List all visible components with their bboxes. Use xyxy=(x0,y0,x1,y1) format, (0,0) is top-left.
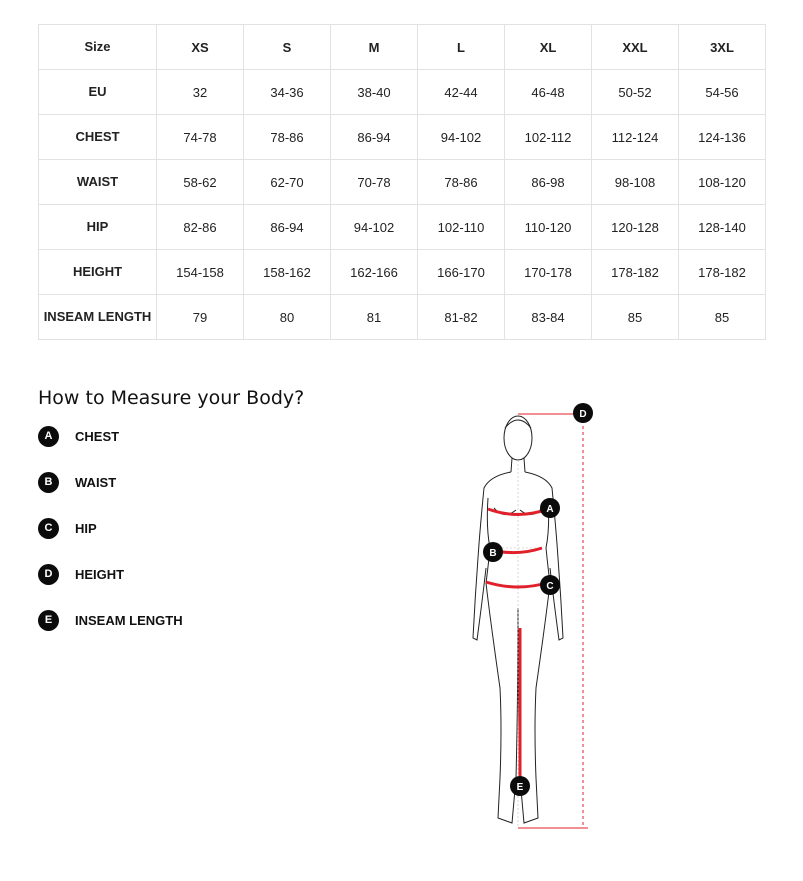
svg-text:E: E xyxy=(516,782,524,793)
marker-b xyxy=(483,542,503,562)
table-row xyxy=(39,295,766,340)
size-column-header: M xyxy=(331,25,418,70)
table-cell: 58-62 xyxy=(157,160,244,205)
size-header-cell: Size xyxy=(39,25,157,70)
table-cell: 86-94 xyxy=(331,115,418,160)
table-row xyxy=(39,115,766,160)
table-cell: 38-40 xyxy=(331,70,418,115)
table-cell: 98-108 xyxy=(592,160,679,205)
row-label: EU xyxy=(39,70,157,115)
table-cell: 110-120 xyxy=(505,205,592,250)
table-cell: 46-48 xyxy=(505,70,592,115)
table-cell: 62-70 xyxy=(244,160,331,205)
svg-text:A: A xyxy=(546,504,554,515)
table-cell: 83-84 xyxy=(505,295,592,340)
table-cell: 128-140 xyxy=(679,205,766,250)
table-cell: 178-182 xyxy=(592,250,679,295)
table-row xyxy=(39,70,766,115)
table-cell: 82-86 xyxy=(157,205,244,250)
table-row xyxy=(39,250,766,295)
table-cell: 32 xyxy=(157,70,244,115)
row-label: HEIGHT xyxy=(39,250,157,295)
svg-text:D: D xyxy=(579,409,587,420)
table-cell: 34-36 xyxy=(244,70,331,115)
table-cell: 158-162 xyxy=(244,250,331,295)
size-column-header: L xyxy=(418,25,505,70)
marker-e xyxy=(510,776,530,796)
table-cell: 79 xyxy=(157,295,244,340)
table-cell: 166-170 xyxy=(418,250,505,295)
table-cell: 94-102 xyxy=(331,205,418,250)
size-column-header: 3XL xyxy=(679,25,766,70)
table-cell: 78-86 xyxy=(244,115,331,160)
table-cell: 170-178 xyxy=(505,250,592,295)
table-cell: 154-158 xyxy=(157,250,244,295)
table-cell: 102-110 xyxy=(418,205,505,250)
badge-b: B xyxy=(38,472,59,493)
table-cell: 80 xyxy=(244,295,331,340)
table-cell: 50-52 xyxy=(592,70,679,115)
table-cell: 78-86 xyxy=(418,160,505,205)
legend-item-waist xyxy=(38,471,183,493)
badge-d: D xyxy=(38,564,59,585)
legend-label: HIP xyxy=(75,520,97,536)
row-label: HIP xyxy=(39,205,157,250)
badge-a: A xyxy=(38,426,59,447)
table-cell: 94-102 xyxy=(418,115,505,160)
table-cell: 54-56 xyxy=(679,70,766,115)
badge-e: E xyxy=(38,610,59,631)
row-label: CHEST xyxy=(39,115,157,160)
size-column-header: XS xyxy=(157,25,244,70)
measure-legend xyxy=(38,425,183,655)
table-cell: 81-82 xyxy=(418,295,505,340)
table-cell: 124-136 xyxy=(679,115,766,160)
svg-text:B: B xyxy=(489,548,497,559)
body-measurement-figure xyxy=(460,398,610,838)
size-column-header: XL xyxy=(505,25,592,70)
table-cell: 178-182 xyxy=(679,250,766,295)
table-cell: 86-94 xyxy=(244,205,331,250)
table-cell: 85 xyxy=(679,295,766,340)
svg-text:C: C xyxy=(546,581,554,592)
table-cell: 74-78 xyxy=(157,115,244,160)
measure-title: How to Measure your Body? xyxy=(38,387,305,409)
table-cell: 81 xyxy=(331,295,418,340)
table-cell: 108-120 xyxy=(679,160,766,205)
legend-item-inseam xyxy=(38,609,183,631)
height-measure-line xyxy=(518,414,588,828)
legend-label: HEIGHT xyxy=(75,566,125,582)
legend-item-chest xyxy=(38,425,183,447)
table-row xyxy=(39,160,766,205)
marker-c xyxy=(540,575,560,595)
table-cell: 120-128 xyxy=(592,205,679,250)
table-cell: 85 xyxy=(592,295,679,340)
legend-label: CHEST xyxy=(75,428,120,444)
table-header-row xyxy=(39,25,766,70)
row-label: WAIST xyxy=(39,160,157,205)
table-row xyxy=(39,205,766,250)
size-column-header: XXL xyxy=(592,25,679,70)
row-label: INSEAM LENGTH xyxy=(39,295,157,340)
legend-label: WAIST xyxy=(75,474,117,490)
table-cell: 70-78 xyxy=(331,160,418,205)
table-cell: 162-166 xyxy=(331,250,418,295)
size-column-header: S xyxy=(244,25,331,70)
marker-a xyxy=(540,498,560,518)
legend-item-hip xyxy=(38,517,183,539)
legend-item-height xyxy=(38,563,183,585)
table-cell: 86-98 xyxy=(505,160,592,205)
table-cell: 102-112 xyxy=(505,115,592,160)
badge-c: C xyxy=(38,518,59,539)
table-cell: 112-124 xyxy=(592,115,679,160)
size-chart-table xyxy=(38,24,766,340)
table-cell: 42-44 xyxy=(418,70,505,115)
legend-label: INSEAM LENGTH xyxy=(75,612,183,628)
marker-d xyxy=(573,403,593,423)
